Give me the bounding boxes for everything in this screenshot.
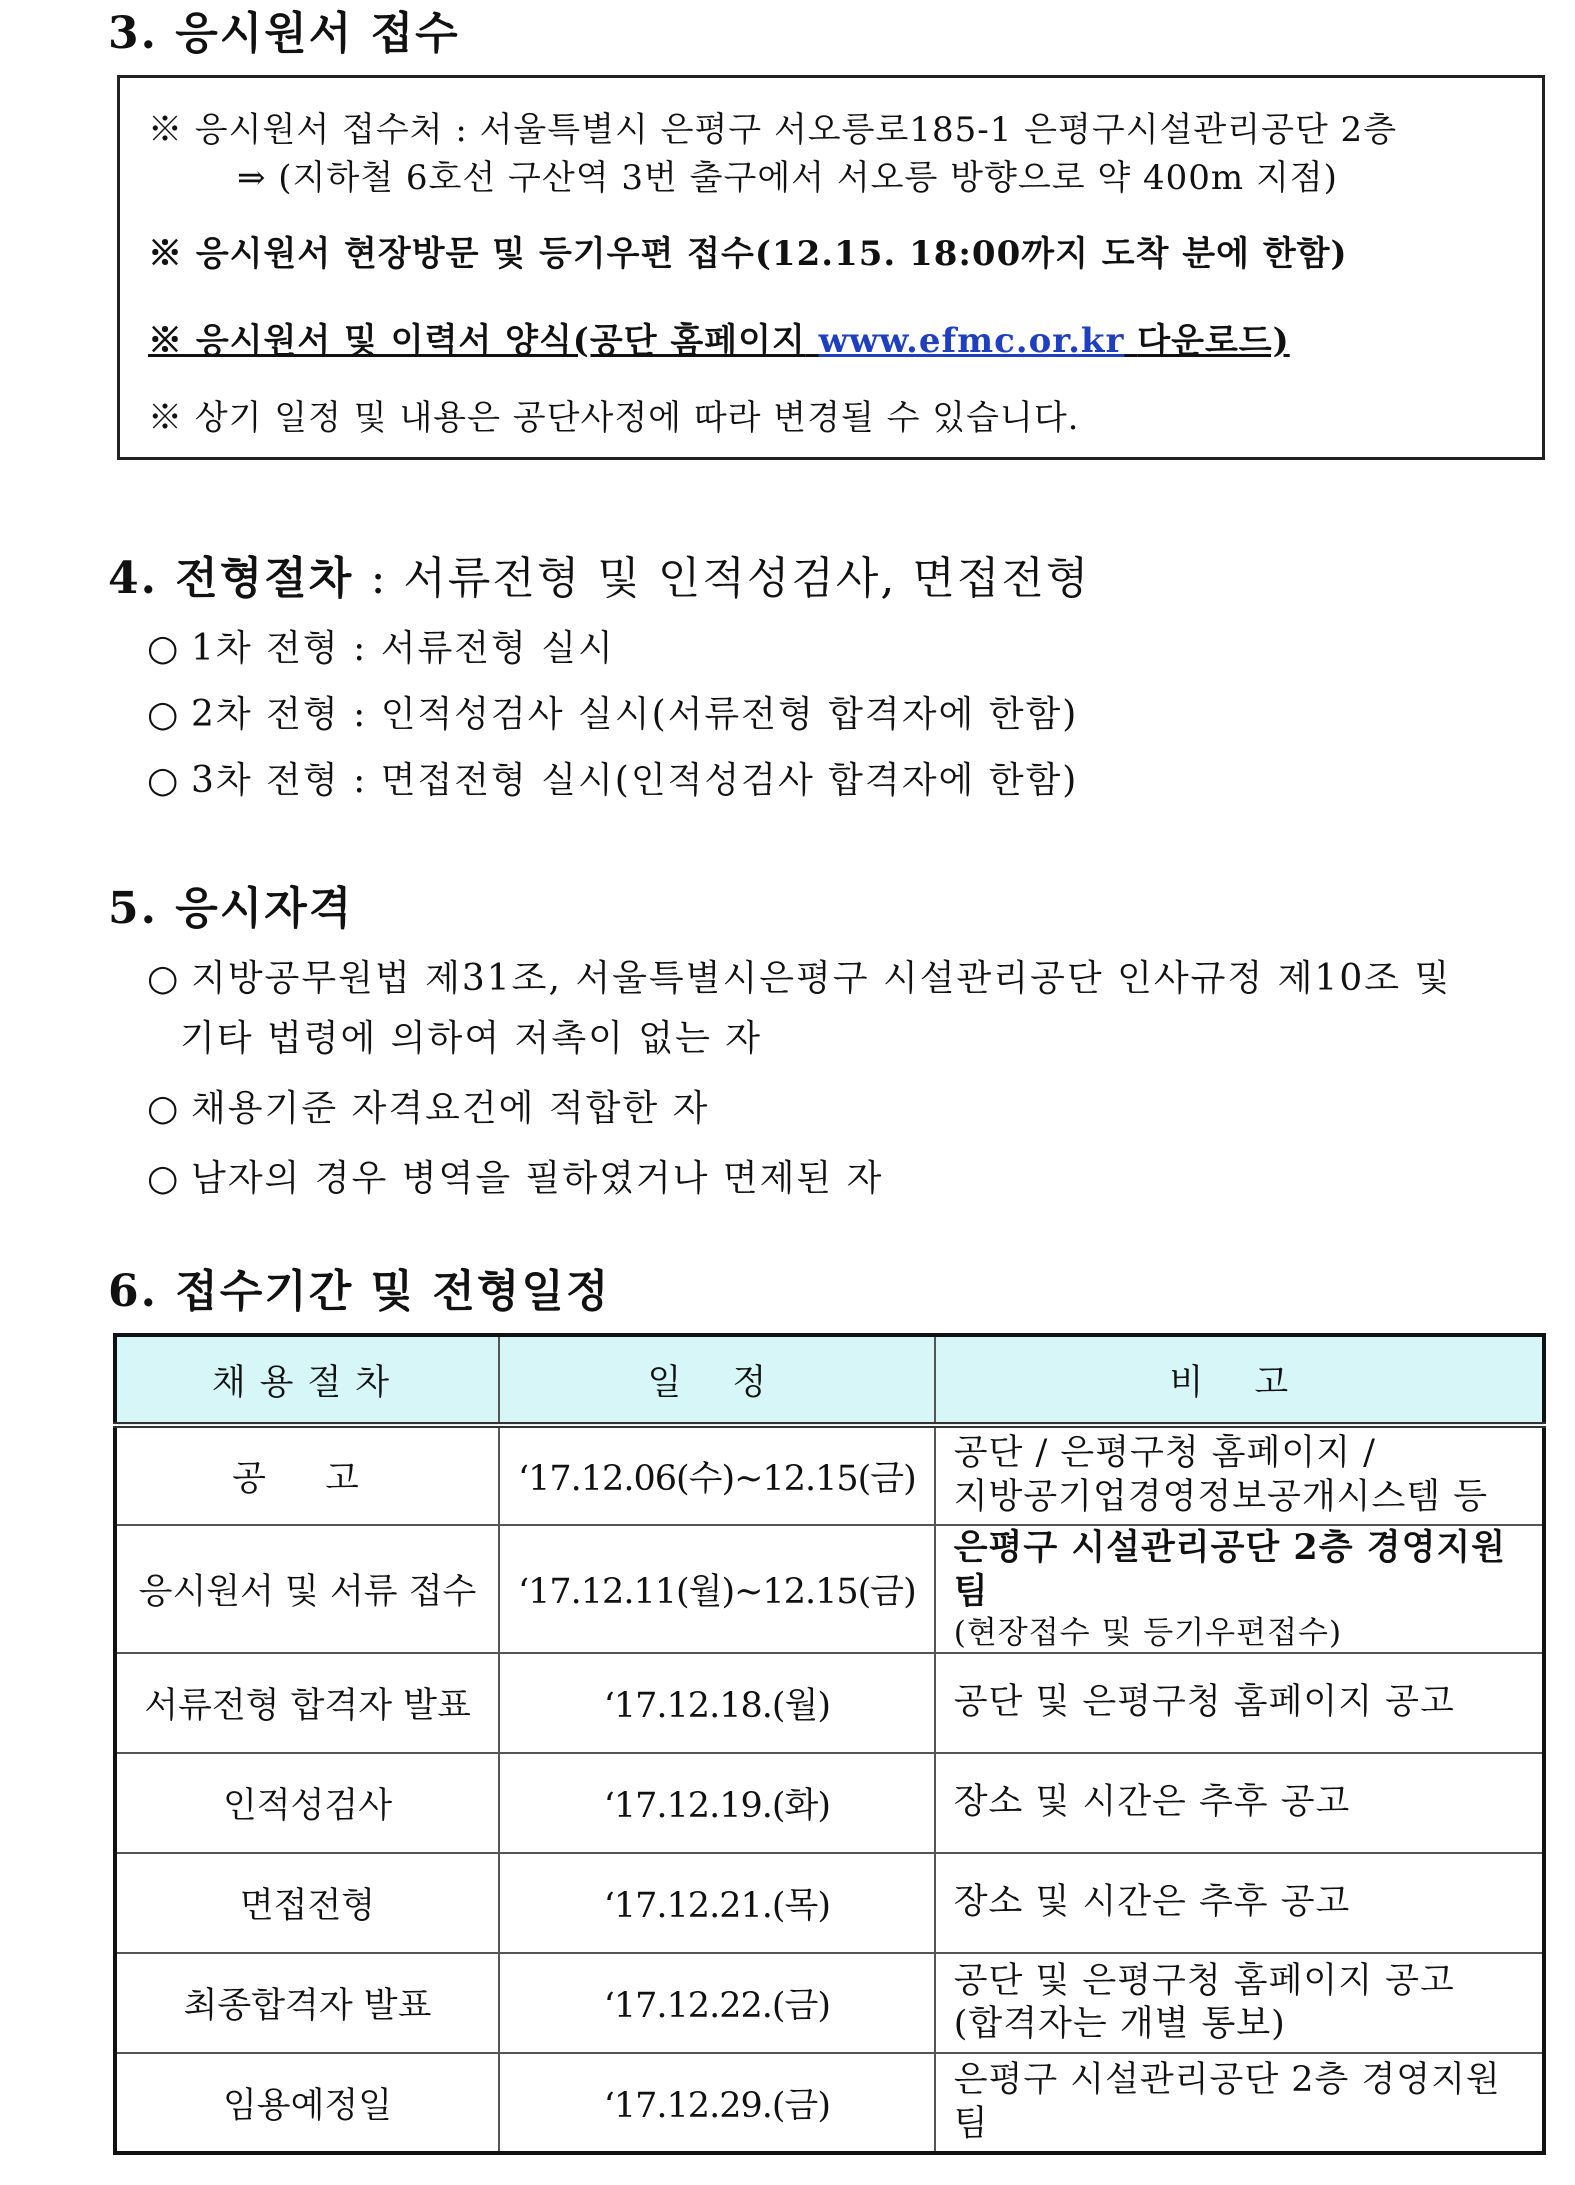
row-step: 면접전형: [115, 1853, 499, 1953]
header-note: 비 고: [935, 1335, 1544, 1425]
bullet-icon: ○: [147, 1158, 181, 1199]
table-row: [115, 1525, 1544, 1653]
list-item: ○ 1차 전형 : 서류전형 실시: [147, 628, 615, 669]
row-date: ‘17.12.19.(화): [499, 1753, 935, 1853]
notice-disclaimer: ※ 상기 일정 및 내용은 공단사정에 따라 변경될 수 있습니다.: [148, 398, 1080, 438]
section-6-title: 6. 접수기간 및 전형일정: [108, 1266, 611, 1317]
row-note: 장소 및 시간은 추후 공고: [935, 1853, 1544, 1953]
application-notice-box: [117, 75, 1545, 460]
row-step: 최종합격자 발표: [115, 1953, 499, 2053]
table-row: [115, 1953, 1544, 2053]
row-date: ‘17.12.18.(월): [499, 1653, 935, 1753]
row-note: 공단 / 은평구청 홈페이지 / 지방공기업경영정보공개시스템 등: [935, 1425, 1544, 1525]
row-step: 응시원서 및 서류 접수: [115, 1525, 499, 1653]
row-note: 은평구 시설관리공단 2층 경영지원팀 (현장접수 및 등기우편접수): [935, 1525, 1544, 1653]
homepage-link[interactable]: www.efmc.or.kr: [818, 321, 1125, 361]
row-step: 인적성검사: [115, 1753, 499, 1853]
header-date: 일 정: [499, 1335, 935, 1425]
list-item: ○ 지방공무원법 제31조, 서울특별시은평구 시설관리공단 인사규정 제10조 및: [147, 958, 1452, 999]
row-date: ‘17.12.06(수)~12.15(금): [499, 1425, 935, 1525]
notice-address: ※ 응시원서 접수처 : 서울특별시 은평구 서오릉로185-1 은평구시설관리공단 2층: [148, 110, 1398, 150]
table-row: [115, 1753, 1544, 1853]
bullet-icon: ○: [147, 958, 181, 999]
list-item: ○ 남자의 경우 병역을 필하였거나 면제된 자: [147, 1158, 884, 1199]
bullet-icon: ○: [147, 760, 181, 801]
table-row: [115, 1853, 1544, 1953]
list-item-continuation: 기타 법령에 의하여 저촉이 없는 자: [180, 1018, 763, 1059]
list-item: ○ 채용기준 자격요건에 적합한 자: [147, 1088, 710, 1129]
notice-forms: [148, 313, 1290, 362]
section-4-title: [108, 553, 1091, 604]
notice-forms-text: ※ 응시원서 및 이력서 양식(공단 홈페이지: [148, 321, 806, 361]
row-note: 은평구 시설관리공단 2층 경영지원팀: [935, 2053, 1544, 2153]
row-note: 장소 및 시간은 추후 공고: [935, 1753, 1544, 1853]
schedule-table: [113, 1333, 1546, 2155]
notice-directions: ⇒ (지하철 6호선 구산역 3번 출구에서 서오릉 방향으로 약 400m 지점): [237, 158, 1338, 198]
header-step: 채용절차: [115, 1335, 499, 1425]
section-4-title-bold: 4. 전형절차: [108, 553, 354, 604]
row-step: 서류전형 합격자 발표: [115, 1653, 499, 1753]
row-date: ‘17.12.22.(금): [499, 1953, 935, 2053]
row-note: 공단 및 은평구청 홈페이지 공고: [935, 1653, 1544, 1753]
notice-submission: ※ 응시원서 현장방문 및 등기우편 접수(12.15. 18:00까지 도착 분에 한함): [148, 234, 1348, 274]
table-row: [115, 1425, 1544, 1525]
table-row: [115, 2053, 1544, 2153]
section-5-title: 5. 응시자격: [108, 883, 354, 934]
row-step: 임용예정일: [115, 2053, 499, 2153]
row-date: ‘17.12.11(월)~12.15(금): [499, 1525, 935, 1653]
list-item: ○ 3차 전형 : 면접전형 실시(인적성검사 합격자에 한함): [147, 760, 1079, 801]
table-row: [115, 1653, 1544, 1753]
table-header-row: [115, 1335, 1544, 1425]
notice-forms-download: 다운로드): [1137, 321, 1290, 361]
section-3-title: 3. 응시원서 접수: [108, 8, 460, 59]
list-item: ○ 2차 전형 : 인적성검사 실시(서류전형 합격자에 한함): [147, 694, 1079, 735]
section-4-title-rest: : 서류전형 및 인적성검사, 면접전형: [370, 553, 1091, 604]
bullet-icon: ○: [147, 694, 181, 735]
row-note: 공단 및 은평구청 홈페이지 공고 (합격자는 개별 통보): [935, 1953, 1544, 2053]
row-step: 공 고: [115, 1425, 499, 1525]
row-date: ‘17.12.29.(금): [499, 2053, 935, 2153]
bullet-icon: ○: [147, 1088, 181, 1129]
bullet-icon: ○: [147, 628, 181, 669]
row-date: ‘17.12.21.(목): [499, 1853, 935, 1953]
